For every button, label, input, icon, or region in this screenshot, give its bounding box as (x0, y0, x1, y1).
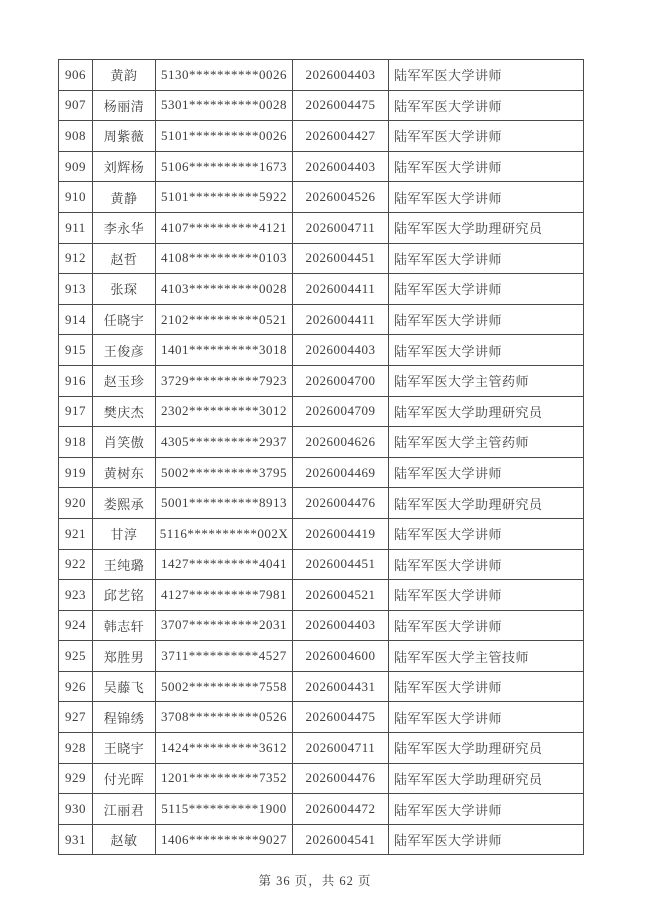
cell-id_masked: 4305**********2937 (156, 427, 293, 458)
cell-name: 程锦绣 (93, 702, 156, 733)
cell-id_masked: 5116**********002X (156, 518, 293, 549)
cell-title: 陆军军医大学讲师 (389, 457, 584, 488)
cell-name: 张琛 (93, 274, 156, 305)
cell-title: 陆军军医大学讲师 (389, 90, 584, 121)
cell-code: 2026004600 (293, 641, 389, 672)
cell-name: 李永华 (93, 212, 156, 243)
cell-title: 陆军军医大学讲师 (389, 518, 584, 549)
cell-code: 2026004427 (293, 121, 389, 152)
cell-name: 郑胜男 (93, 641, 156, 672)
cell-code: 2026004431 (293, 671, 389, 702)
cell-code: 2026004711 (293, 733, 389, 764)
cell-code: 2026004626 (293, 427, 389, 458)
table-row (59, 580, 584, 611)
cell-code: 2026004411 (293, 274, 389, 305)
cell-title: 陆军军医大学讲师 (389, 824, 584, 855)
cell-id_masked: 2302**********3012 (156, 396, 293, 427)
cell-code: 2026004469 (293, 457, 389, 488)
cell-title: 陆军军医大学讲师 (389, 60, 584, 91)
cell-name: 任晓宇 (93, 304, 156, 335)
cell-no: 913 (59, 274, 93, 305)
cell-name: 韩志轩 (93, 610, 156, 641)
cell-title: 陆军军医大学讲师 (389, 580, 584, 611)
cell-name: 王纯璐 (93, 549, 156, 580)
cell-title: 陆军军医大学主管药师 (389, 427, 584, 458)
cell-title: 陆军军医大学讲师 (389, 549, 584, 580)
cell-id_masked: 3729**********7923 (156, 365, 293, 396)
cell-name: 赵敏 (93, 824, 156, 855)
cell-title: 陆军军医大学讲师 (389, 243, 584, 274)
table-row (59, 365, 584, 396)
cell-title: 陆军军医大学助理研究员 (389, 488, 584, 519)
cell-code: 2026004472 (293, 794, 389, 825)
cell-title: 陆军军医大学助理研究员 (389, 212, 584, 243)
cell-code: 2026004476 (293, 763, 389, 794)
cell-code: 2026004521 (293, 580, 389, 611)
cell-name: 周紫薇 (93, 121, 156, 152)
cell-name: 甘淳 (93, 518, 156, 549)
cell-id_masked: 1406**********9027 (156, 824, 293, 855)
table-row (59, 182, 584, 213)
cell-code: 2026004451 (293, 549, 389, 580)
cell-code: 2026004711 (293, 212, 389, 243)
table-row (59, 212, 584, 243)
cell-name: 邱艺铭 (93, 580, 156, 611)
roster-table-body (59, 60, 584, 855)
table-row (59, 427, 584, 458)
cell-no: 924 (59, 610, 93, 641)
cell-name: 赵哲 (93, 243, 156, 274)
cell-title: 陆军军医大学助理研究员 (389, 763, 584, 794)
cell-no: 907 (59, 90, 93, 121)
cell-id_masked: 1201**********7352 (156, 763, 293, 794)
cell-id_masked: 5101**********5922 (156, 182, 293, 213)
cell-title: 陆军军医大学助理研究员 (389, 733, 584, 764)
table-row (59, 151, 584, 182)
cell-title: 陆军军医大学主管技师 (389, 641, 584, 672)
cell-title: 陆军军医大学讲师 (389, 610, 584, 641)
cell-no: 928 (59, 733, 93, 764)
table-row (59, 733, 584, 764)
cell-id_masked: 5130**********0026 (156, 60, 293, 91)
cell-no: 929 (59, 763, 93, 794)
cell-name: 杨丽清 (93, 90, 156, 121)
cell-title: 陆军军医大学讲师 (389, 151, 584, 182)
table-row (59, 824, 584, 855)
cell-id_masked: 5101**********0026 (156, 121, 293, 152)
cell-name: 黄静 (93, 182, 156, 213)
cell-title: 陆军军医大学助理研究员 (389, 396, 584, 427)
cell-code: 2026004700 (293, 365, 389, 396)
cell-name: 吴藤飞 (93, 671, 156, 702)
cell-name: 樊庆杰 (93, 396, 156, 427)
cell-title: 陆军军医大学讲师 (389, 794, 584, 825)
cell-id_masked: 3711**********4527 (156, 641, 293, 672)
cell-name: 王晓宇 (93, 733, 156, 764)
table-row (59, 702, 584, 733)
cell-id_masked: 4108**********0103 (156, 243, 293, 274)
table-row (59, 610, 584, 641)
cell-id_masked: 5115**********1900 (156, 794, 293, 825)
cell-code: 2026004451 (293, 243, 389, 274)
cell-id_masked: 2102**********0521 (156, 304, 293, 335)
table-row (59, 304, 584, 335)
cell-code: 2026004475 (293, 702, 389, 733)
cell-name: 赵玉珍 (93, 365, 156, 396)
cell-no: 927 (59, 702, 93, 733)
cell-title: 陆军军医大学讲师 (389, 335, 584, 366)
cell-no: 926 (59, 671, 93, 702)
cell-no: 911 (59, 212, 93, 243)
cell-name: 肖笑傲 (93, 427, 156, 458)
table-row (59, 763, 584, 794)
cell-title: 陆军军医大学讲师 (389, 702, 584, 733)
cell-no: 916 (59, 365, 93, 396)
cell-id_masked: 1401**********3018 (156, 335, 293, 366)
table-row (59, 518, 584, 549)
cell-code: 2026004411 (293, 304, 389, 335)
table-row (59, 671, 584, 702)
cell-id_masked: 3707**********2031 (156, 610, 293, 641)
cell-title: 陆军军医大学讲师 (389, 121, 584, 152)
cell-no: 915 (59, 335, 93, 366)
table-row (59, 335, 584, 366)
cell-no: 930 (59, 794, 93, 825)
cell-id_masked: 1424**********3612 (156, 733, 293, 764)
cell-id_masked: 5301**********0028 (156, 90, 293, 121)
cell-id_masked: 1427**********4041 (156, 549, 293, 580)
table-row (59, 641, 584, 672)
cell-code: 2026004403 (293, 151, 389, 182)
table-row (59, 243, 584, 274)
cell-no: 914 (59, 304, 93, 335)
table-row (59, 60, 584, 91)
cell-name: 黄树东 (93, 457, 156, 488)
cell-name: 付光晖 (93, 763, 156, 794)
cell-title: 陆军军医大学讲师 (389, 671, 584, 702)
cell-code: 2026004709 (293, 396, 389, 427)
cell-id_masked: 5106**********1673 (156, 151, 293, 182)
cell-id_masked: 5002**********3795 (156, 457, 293, 488)
table-row (59, 549, 584, 580)
cell-code: 2026004419 (293, 518, 389, 549)
cell-id_masked: 4103**********0028 (156, 274, 293, 305)
cell-id_masked: 4127**********7981 (156, 580, 293, 611)
cell-no: 908 (59, 121, 93, 152)
cell-name: 黄韵 (93, 60, 156, 91)
table-row (59, 457, 584, 488)
table-row (59, 794, 584, 825)
cell-id_masked: 3708**********0526 (156, 702, 293, 733)
cell-code: 2026004403 (293, 335, 389, 366)
cell-no: 922 (59, 549, 93, 580)
cell-code: 2026004403 (293, 60, 389, 91)
cell-code: 2026004403 (293, 610, 389, 641)
cell-name: 江丽君 (93, 794, 156, 825)
cell-code: 2026004475 (293, 90, 389, 121)
cell-id_masked: 5001**********8913 (156, 488, 293, 519)
table-row (59, 274, 584, 305)
cell-name: 刘辉杨 (93, 151, 156, 182)
cell-id_masked: 4107**********4121 (156, 212, 293, 243)
cell-code: 2026004526 (293, 182, 389, 213)
cell-no: 931 (59, 824, 93, 855)
cell-no: 909 (59, 151, 93, 182)
cell-no: 917 (59, 396, 93, 427)
table-row (59, 90, 584, 121)
table-row (59, 488, 584, 519)
cell-title: 陆军军医大学讲师 (389, 182, 584, 213)
cell-no: 925 (59, 641, 93, 672)
cell-name: 王俊彦 (93, 335, 156, 366)
cell-id_masked: 5002**********7558 (156, 671, 293, 702)
page-number-footer: 第 36 页，共 62 页 (258, 874, 372, 888)
cell-no: 912 (59, 243, 93, 274)
cell-no: 921 (59, 518, 93, 549)
cell-no: 923 (59, 580, 93, 611)
cell-no: 919 (59, 457, 93, 488)
table-row (59, 121, 584, 152)
cell-code: 2026004476 (293, 488, 389, 519)
cell-no: 920 (59, 488, 93, 519)
cell-no: 906 (59, 60, 93, 91)
roster-table (58, 59, 584, 855)
cell-no: 910 (59, 182, 93, 213)
cell-name: 娄熙承 (93, 488, 156, 519)
cell-title: 陆军军医大学讲师 (389, 274, 584, 305)
table-row (59, 396, 584, 427)
cell-no: 918 (59, 427, 93, 458)
cell-title: 陆军军医大学讲师 (389, 304, 584, 335)
cell-title: 陆军军医大学主管药师 (389, 365, 584, 396)
cell-code: 2026004541 (293, 824, 389, 855)
